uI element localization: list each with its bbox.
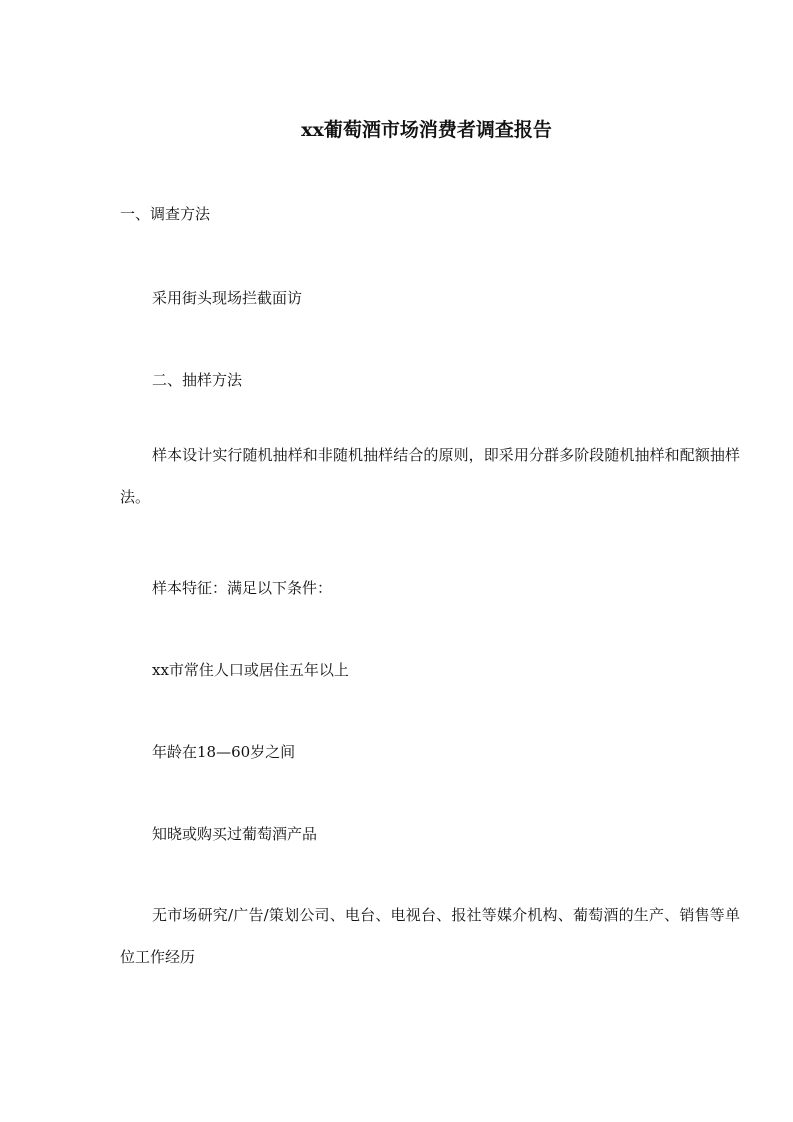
section-heading-sampling-method: 二、抽样方法 [152, 371, 243, 389]
section-heading-survey-method: 一、调查方法 [120, 205, 211, 223]
sample-condition-age: 年龄在18—60岁之间 [152, 743, 296, 761]
sample-features-intro: 样本特征：满足以下条件： [152, 579, 333, 597]
document-title: xx葡萄酒市场消费者调查报告 [301, 119, 552, 141]
survey-method-text: 采用街头现场拦截面访 [152, 289, 303, 307]
sample-condition-work-history: 无市场研究/广告/策划公司、电台、电视台、报社等媒介机构、葡萄酒的生产、销售等单位工作经历 [120, 906, 740, 966]
sampling-method-paragraph: 样本设计实行随机抽样和非随机抽样结合的原则，即采用分群多阶段随机抽样和配额抽样法。 [120, 446, 740, 506]
sample-condition-residence: xx市常住人口或居住五年以上 [152, 661, 349, 679]
sample-condition-awareness: 知晓或购买过葡萄酒产品 [152, 825, 318, 843]
